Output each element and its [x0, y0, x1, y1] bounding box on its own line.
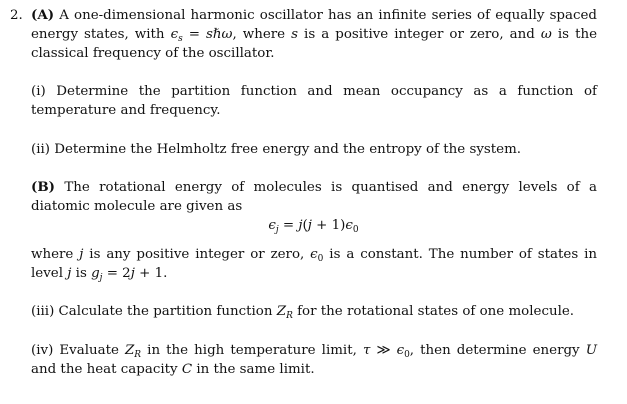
- iv-t5: and the heat capacity: [31, 362, 182, 377]
- iv-t4: , then determine energy: [409, 343, 586, 358]
- eq-j2: j: [307, 218, 312, 233]
- part-b-text: The rotational energy of molecules is quantised and energy levels of a diatomic molecule are given as: [31, 180, 597, 214]
- part-a-label: (A): [31, 7, 55, 23]
- where-g-sub: j: [99, 273, 103, 283]
- where-t3: is a constant. The number of states in level: [31, 247, 597, 281]
- item-iii: [31, 302, 597, 321]
- iv-t1: (iv) Evaluate: [31, 343, 125, 358]
- where-t5: = 2: [102, 266, 131, 281]
- iv-C: C: [181, 362, 193, 377]
- part-a-text-3: is a positive integer or zero, and: [298, 27, 541, 42]
- where-sub-0: 0: [317, 254, 324, 264]
- iv-t6: in the same limit.: [192, 362, 315, 377]
- iv-t3: ≫: [370, 343, 397, 358]
- eq-sub-j: j: [275, 225, 279, 235]
- where-g: g: [91, 266, 100, 281]
- iii-Z: Z: [276, 304, 287, 319]
- part-a-text-2: , where: [232, 27, 292, 42]
- eq-epsilon: ϵ: [268, 218, 276, 233]
- part-b-label: (B): [31, 179, 55, 195]
- part-a-text-1: A one-dimensional harmonic oscillator has an infinite series of equally spaced energy states, with: [31, 8, 597, 42]
- where-j2: j: [67, 266, 72, 281]
- variable-omega: ω: [540, 27, 552, 42]
- rotational-energy-equation: [0, 216, 627, 235]
- where-epsilon: ϵ: [310, 247, 318, 262]
- iv-U: U: [585, 343, 597, 358]
- epsilon-symbol: ϵ: [170, 27, 179, 42]
- iv-epsilon: ϵ: [396, 343, 405, 358]
- part-b-paragraph: [31, 178, 597, 216]
- item-iv: [31, 341, 597, 379]
- iv-t2: in the high temperature limit,: [141, 343, 363, 358]
- where-j3: j: [130, 266, 135, 281]
- where-t2: is any positive integer or zero,: [83, 247, 311, 262]
- where-j: j: [79, 247, 84, 262]
- iv-Z: Z: [124, 343, 135, 358]
- energy-expression: = sℏω: [182, 27, 233, 42]
- where-t1: where: [31, 247, 80, 262]
- iv-sub-0: 0: [404, 350, 410, 360]
- part-a-text-4: is the classical frequency of the oscillator.: [31, 27, 598, 61]
- iii-t1: (iii) Calculate the partition function: [31, 304, 277, 319]
- item-ii: (ii) Determine the Helmholtz free energy and the entropy of the system.: [31, 142, 522, 157]
- where-t4: is: [71, 266, 92, 281]
- part-a-paragraph: [31, 6, 597, 63]
- eq-paren: (: [302, 218, 308, 233]
- question-number: 2.: [10, 8, 23, 23]
- eq-epsilon0: ϵ: [345, 218, 353, 233]
- subscript-s: s: [178, 34, 183, 44]
- eq-j: j: [298, 218, 303, 233]
- iii-Z-sub: R: [286, 311, 293, 321]
- iv-Z-sub: R: [134, 350, 142, 360]
- where-paragraph: [31, 245, 597, 283]
- where-t6: + 1.: [134, 266, 168, 281]
- eq-equals: =: [278, 218, 299, 233]
- iii-t2: for the rotational states of one molecule.: [292, 304, 575, 319]
- eq-plus-one: + 1): [311, 218, 346, 233]
- iv-tau: τ: [362, 343, 371, 358]
- variable-s: s: [291, 27, 298, 42]
- eq-sub-0: 0: [352, 225, 359, 235]
- item-i: (i) Determine the partition function and mean occupancy as a function of temperature and frequency.: [31, 84, 597, 118]
